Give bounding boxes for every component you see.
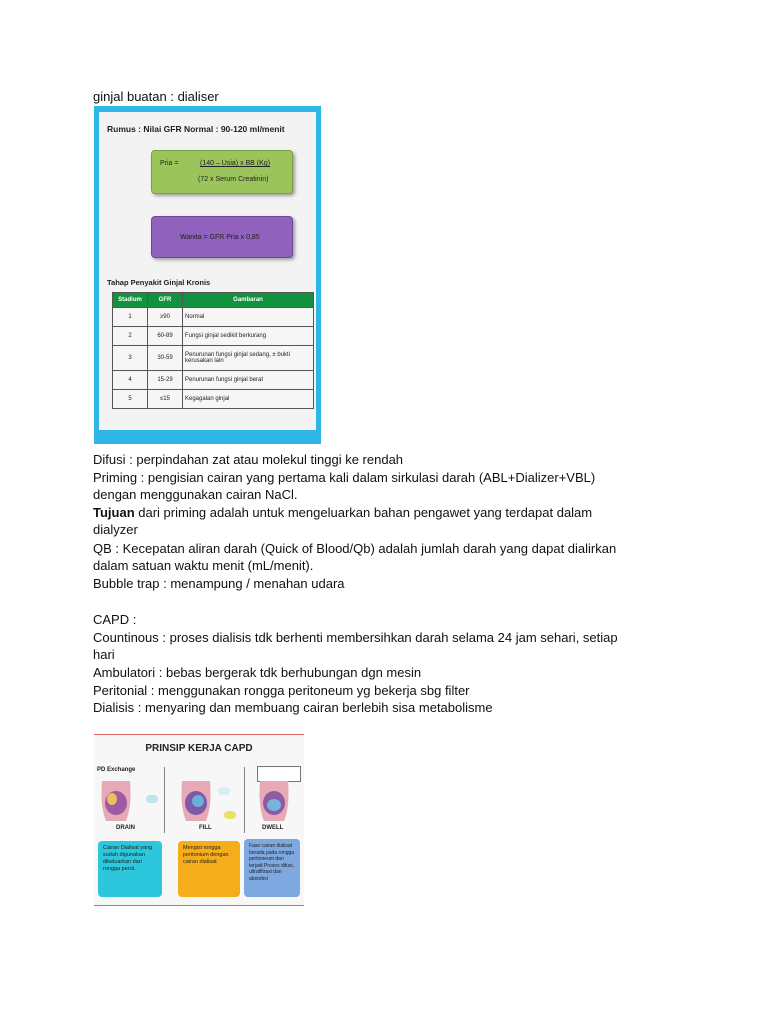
step-fill-label: FILL: [199, 825, 212, 831]
text-ambulatori: Ambulatori : bebas bergerak tdk berhubungan dgn mesin: [93, 665, 422, 680]
text-tujuan: [93, 504, 592, 521]
pria-label: Pria =: [160, 160, 179, 167]
text-tujuan-2: dialyzer: [93, 522, 138, 537]
gfr-panel: [99, 112, 316, 430]
capd-figure-title: PRINSIP KERJA CAPD: [145, 743, 253, 754]
cell-gfr: 30-59: [148, 346, 183, 371]
divider: [244, 767, 245, 833]
dialysate-bag-icon: [218, 787, 230, 795]
text-capd-heading: CAPD :: [93, 612, 137, 627]
text-difusi: Difusi : perpindahan zat atau molekul tinggi ke rendah: [93, 452, 404, 467]
cell-gfr: 60-89: [148, 327, 183, 346]
drain-bag-icon: [224, 811, 236, 819]
pria-denominator: (72 x Serum Creatinin): [198, 176, 269, 183]
cell-gfr: 15-29: [148, 371, 183, 390]
step-drain-label: DRAIN: [116, 825, 135, 831]
step-dwell-label: DWELL: [262, 825, 284, 831]
cell-gambaran: Penurunan fungsi ginjal sedang, ± bukti kerusakan lain: [183, 346, 314, 371]
cell-stadium: 5: [113, 390, 148, 409]
pd-exchange-label: PD Exchange: [97, 767, 136, 773]
cell-stadium: 3: [113, 346, 148, 371]
abdomen-dwell-icon: [254, 777, 294, 825]
text-priming-2: dengan menggunakan cairan NaCl.: [93, 487, 298, 502]
table-row: [113, 390, 314, 409]
text-dialiser: ginjal buatan : dialiser: [93, 89, 219, 104]
cell-stadium: 4: [113, 371, 148, 390]
cell-gambaran: Normal: [183, 308, 314, 327]
abdomen-drain-icon: [96, 777, 136, 825]
text-countinous-1: Countinous : proses dialisis tdk berhenti membersihkan darah selama 24 jam sehari, setiap: [93, 630, 618, 645]
text-countinous-2: hari: [93, 647, 115, 662]
divider: [164, 767, 165, 833]
table-row: [113, 308, 314, 327]
text-tujuan-rest: dari priming adalah untuk mengeluarkan bahan pengawet yang terdapat dalam: [134, 505, 593, 520]
capd-figure: [94, 734, 304, 906]
header-gambaran: Gambaran: [183, 293, 314, 308]
wanita-formula: Wanita = GFR Pria x 0,85: [180, 234, 260, 241]
rumus-title: Rumus : Nilai GFR Normal : 90-120 ml/menit: [107, 124, 285, 134]
abdomen-fill-icon: [176, 777, 216, 825]
table-row: [113, 327, 314, 346]
ckd-stage-table: [112, 292, 314, 409]
text-qb-1: QB : Kecepatan aliran darah (Quick of Blood/Qb) adalah jumlah darah yang dapat dialirkan: [93, 541, 617, 556]
drain-description-box: Cairan Dialisat yang sudah digunakan dikeluarkan dari rongga perut.: [98, 841, 162, 897]
cell-gambaran: Kegagalan ginjal: [183, 390, 314, 409]
table-header-row: [113, 293, 314, 308]
cell-stadium: 1: [113, 308, 148, 327]
table-title: Tahap Penyakit Ginjal Kronis: [107, 278, 211, 287]
cell-stadium: 2: [113, 327, 148, 346]
cell-gambaran: Fungsi ginjal sedikit berkurang: [183, 327, 314, 346]
table-row: [113, 346, 314, 371]
dialysate-bag-icon: [146, 795, 158, 803]
cell-gambaran: Penurunan fungsi ginjal berat: [183, 371, 314, 390]
cell-gfr: ≤15: [148, 390, 183, 409]
text-priming-1: Priming : pengisian cairan yang pertama kali dalam sirkulasi darah (ABL+Dializer+VBL): [93, 470, 596, 485]
text-bubble-trap: Bubble trap : menampung / menahan udara: [93, 576, 345, 591]
dwell-description-box: Fase cairan dialisat berada pada rongga peritoneum dan terjadi Proses difusi, ultrafiltrasi dan absorbsi: [244, 839, 300, 897]
wanita-formula-box: [151, 216, 293, 258]
gfr-figure: [94, 106, 321, 444]
pria-numerator: (140 – Usia) x BB (Kg): [200, 160, 271, 167]
header-gfr: GFR: [148, 293, 183, 308]
cell-gfr: ≥90: [148, 308, 183, 327]
text-dialisis: Dialisis : menyaring dan membuang cairan berlebih sisa metabolisme: [93, 700, 493, 715]
text-peritonial: Peritonial : menggunakan rongga peritoneum yg bekerja sbg filter: [93, 683, 470, 698]
header-stadium: Stadium: [113, 293, 148, 308]
text-tujuan-bold: Tujuan: [93, 505, 135, 520]
fill-description-box: Mengisi rongga peritonium dengan cairan dialisat: [178, 841, 240, 897]
text-qb-2: dalam satuan waktu menit (mL/menit).: [93, 558, 314, 573]
pria-formula-box: [151, 150, 293, 194]
table-row: [113, 371, 314, 390]
